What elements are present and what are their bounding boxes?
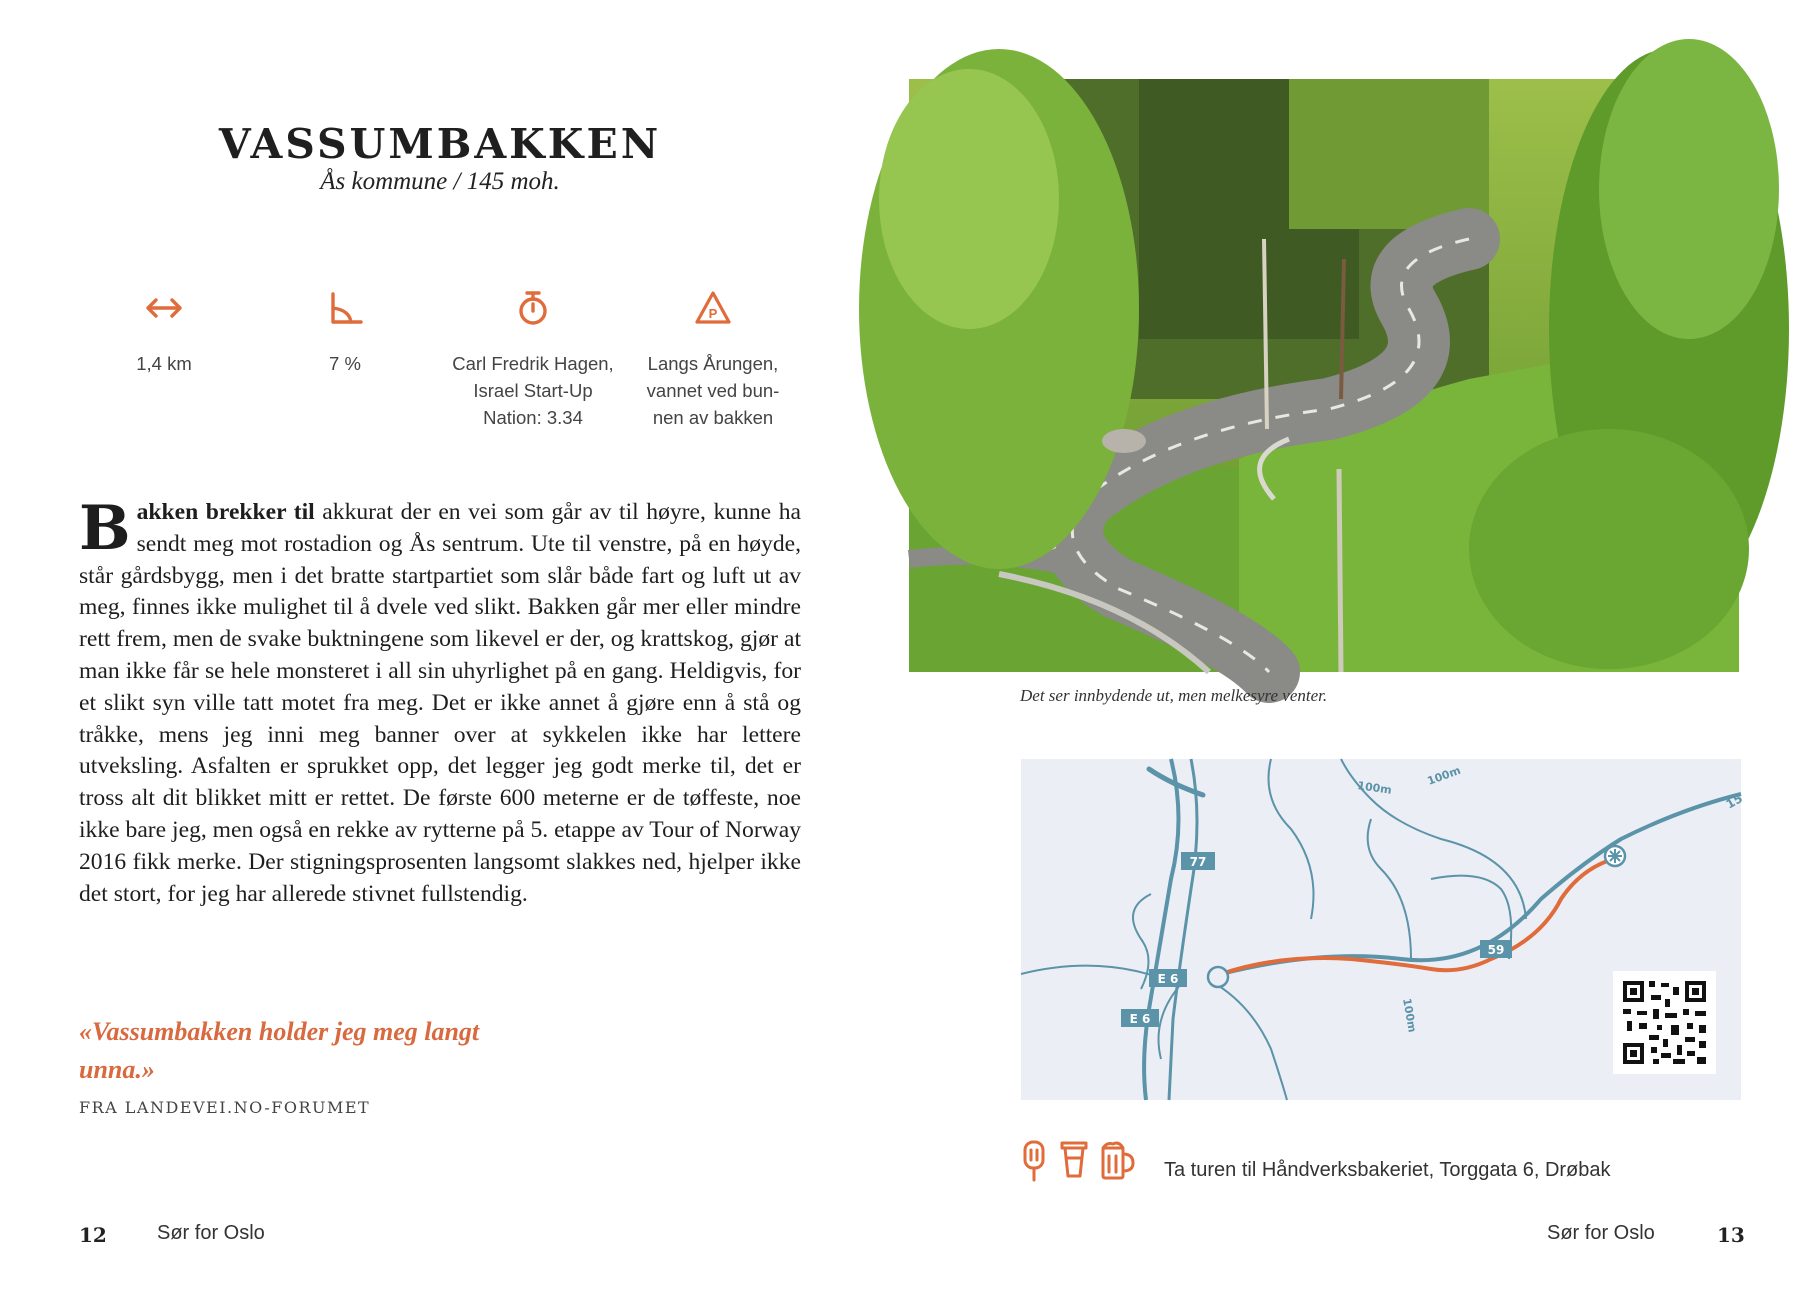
stat-parking: [613, 290, 813, 431]
page-subtitle: Ås kommune / 145 moh.: [320, 168, 560, 195]
map-road-label: 77: [1189, 855, 1207, 869]
stat-record: [433, 290, 633, 431]
svg-text:P: P: [708, 306, 718, 321]
drop-cap: B: [79, 493, 131, 564]
gradient-icon: [325, 290, 365, 326]
map-edge-label: 15: [1723, 791, 1745, 812]
stat-distance-value: 1,4 km: [136, 353, 192, 374]
stat-gradient-value: 7 %: [329, 353, 361, 374]
parking-icon: [693, 290, 733, 326]
photo-caption: Det ser innbydende ut, men melkesyre venter.: [1020, 686, 1328, 705]
ice-cream-icon: [1025, 1142, 1043, 1180]
map-contour-label: 100m: [1425, 763, 1463, 788]
map-road-label: E 6: [1157, 972, 1179, 986]
stopwatch-icon: [513, 290, 553, 326]
article-lead: akken brekker til: [136, 499, 315, 525]
stat-record-value: Carl Fredrik Hagen, Israel Start-Up Nation: 3.34: [452, 353, 614, 428]
beer-mug-icon: [1103, 1143, 1133, 1178]
article-body: [79, 493, 801, 910]
stat-gradient: [245, 290, 445, 377]
pull-quote: «Vassumbakken holder jeg meg langt unna.»: [79, 1017, 480, 1084]
road-photo: [909, 79, 1739, 672]
article-text: akkurat der en vei som går av til høyre, kunne ha sendt meg mot rostadion og Ås sentrum. Ute til venstre, på en høyde, står gårdsbygg, men i det bratte startpartiet som slår både fart og luft ut av meg, finnes ikke mulighet til å dvele ved slikt. Bakken går mer eller mindre rett frem, men de svake buktningene som likevel er der, og krattskog, gjør at man ikke får se hele monsteret i all sin uhyrlighet på en gang. Heldigvis, for et slikt syn ville tatt motet fra meg. Det er ikke annet å gjøre enn å stå og tråkke, mens jeg inni meg banner over at sykkelen ikke har lettere utveksling. Asfalten er sprukket opp, det legger jeg godt merke til, det er tross alt dit blikket mitt er rettet. De første 600 meterne er de tøffeste, noe ikke bare jeg, men også en rekke av rytterne på 5. etappe av Tour of Norway 2016 fikk merke. Der stigningsprosenten langsomt slakkes ned, hjelper ikke det stort, for jeg har allerede stivnet fullstendig.: [79, 499, 801, 907]
distance-arrows-icon: [144, 290, 184, 326]
map-contour-label: 100m: [1356, 779, 1393, 797]
qr-code[interactable]: [1613, 971, 1716, 1074]
coffee-cup-icon: [1062, 1143, 1086, 1176]
section-name-right: Sør for Oslo: [1547, 1222, 1655, 1244]
map-road-label: E 6: [1129, 1012, 1151, 1026]
page-title: VASSUMBAKKEN: [218, 120, 662, 168]
map-contour-label: 100m: [1400, 997, 1419, 1034]
tip-icons: [1017, 1138, 1147, 1184]
tip-text: Ta turen til Håndverksbakeriet, Torggata 6, Drøbak: [1164, 1159, 1611, 1181]
map-road-label: 59: [1487, 943, 1505, 957]
quote-source: FRA LANDEVEI.NO-FORUMET: [79, 1098, 371, 1117]
stat-distance: [64, 290, 264, 377]
section-name-left: Sør for Oslo: [157, 1222, 265, 1244]
stat-parking-value: Langs Årungen, vannet ved bun- nen av bakken: [646, 353, 780, 428]
page-number-right: 13: [1717, 1223, 1745, 1247]
page-number-left: 12: [79, 1223, 107, 1247]
